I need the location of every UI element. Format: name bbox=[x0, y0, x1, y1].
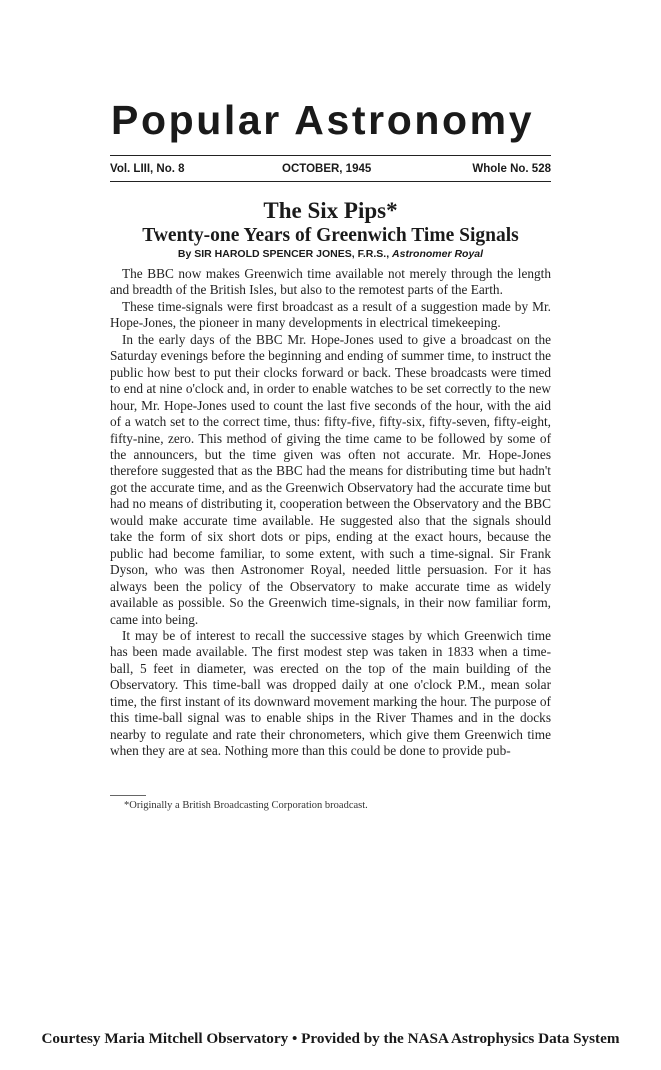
paragraph: It may be of interest to recall the successive stages by which Greenwich time has been made available. The first modest step was taken in 1833 when a time-ball, 5 feet in diameter, was erected on the top of the main building of the Observatory. This time-ball was dropped daily at one o'clock P.M., mean solar time, the first instant of its downward movement marking the hour. The purpose of this time-ball signal was to enable ships in the River Thames and in the docks nearby to regulate and rate their chronometers, which give them Greenwich time when they are at sea. Nothing more than this could be done to provide pub- bbox=[110, 627, 551, 759]
whole-number: Whole No. 528 bbox=[472, 163, 551, 175]
footnote-rule bbox=[110, 795, 146, 796]
issue-line bbox=[110, 163, 551, 179]
issue-date: OCTOBER, 1945 bbox=[282, 163, 372, 175]
footnote: *Originally a British Broadcasting Corporation broadcast. bbox=[124, 800, 368, 811]
article-title: The Six Pips* bbox=[263, 198, 398, 223]
header-rule-top bbox=[110, 155, 551, 156]
byline-author: By SIR HAROLD SPENCER JONES, F.R.S., bbox=[177, 248, 390, 260]
volume-number: Vol. LIII, No. 8 bbox=[110, 163, 185, 175]
byline-role: Astronomer Royal bbox=[392, 248, 484, 260]
header-rule-bottom bbox=[110, 181, 551, 182]
article-body bbox=[110, 266, 551, 760]
ads-credit-line: Courtesy Maria Mitchell Observatory • Provided by the NASA Astrophysics Data System bbox=[41, 1030, 620, 1047]
article-byline bbox=[110, 247, 551, 261]
article-subtitle: Twenty-one Years of Greenwich Time Signals bbox=[142, 225, 519, 246]
journal-title: Popular Astronomy bbox=[111, 97, 535, 143]
paragraph: In the early days of the BBC Mr. Hope-Jones used to give a broadcast on the Saturday evenings before the beginning and ending of summer time, to instruct the public how best to put their clocks forward or back. These broadcasts were timed to end at nine o'clock and, in order to enable watches to be set correctly to the new hour, Mr. Hope-Jones used to count the last five seconds of the hour, with the aid of a watch set to the correct time, thus: fifty-five, fifty-six, fifty-seven, fifty-eight, fifty-nine, zero. This method of giving the time came to be followed by some of the announcers, but the time given was often not accurate. Mr. Hope-Jones therefore suggested that as the BBC had the means for distributing time but hadn't got the accurate time, and as the Greenwich Observatory had the accurate time but had no means of distributing it, cooperation between the Observatory and the BBC would make accurate time available. He suggested also that the signals should take the form of six short dots or pips, ending at the exact hours, because the public had become familiar, to some extent, with such a time-signal. Sir Frank Dyson, who was then Astronomer Royal, needed little persuasion. For it has always been the policy of the Observatory to make accurate time as widely available as possible. So the Greenwich time-signals, in their now familiar form, came into being. bbox=[110, 331, 551, 627]
paragraph: The BBC now makes Greenwich time available not merely through the length and breadth of the British Isles, but also to the remotest parts of the Earth. bbox=[110, 266, 551, 298]
paragraph: These time-signals were first broadcast as a result of a suggestion made by Mr. Hope-Jones, the pioneer in many developments in electrical timekeeping. bbox=[110, 298, 551, 331]
